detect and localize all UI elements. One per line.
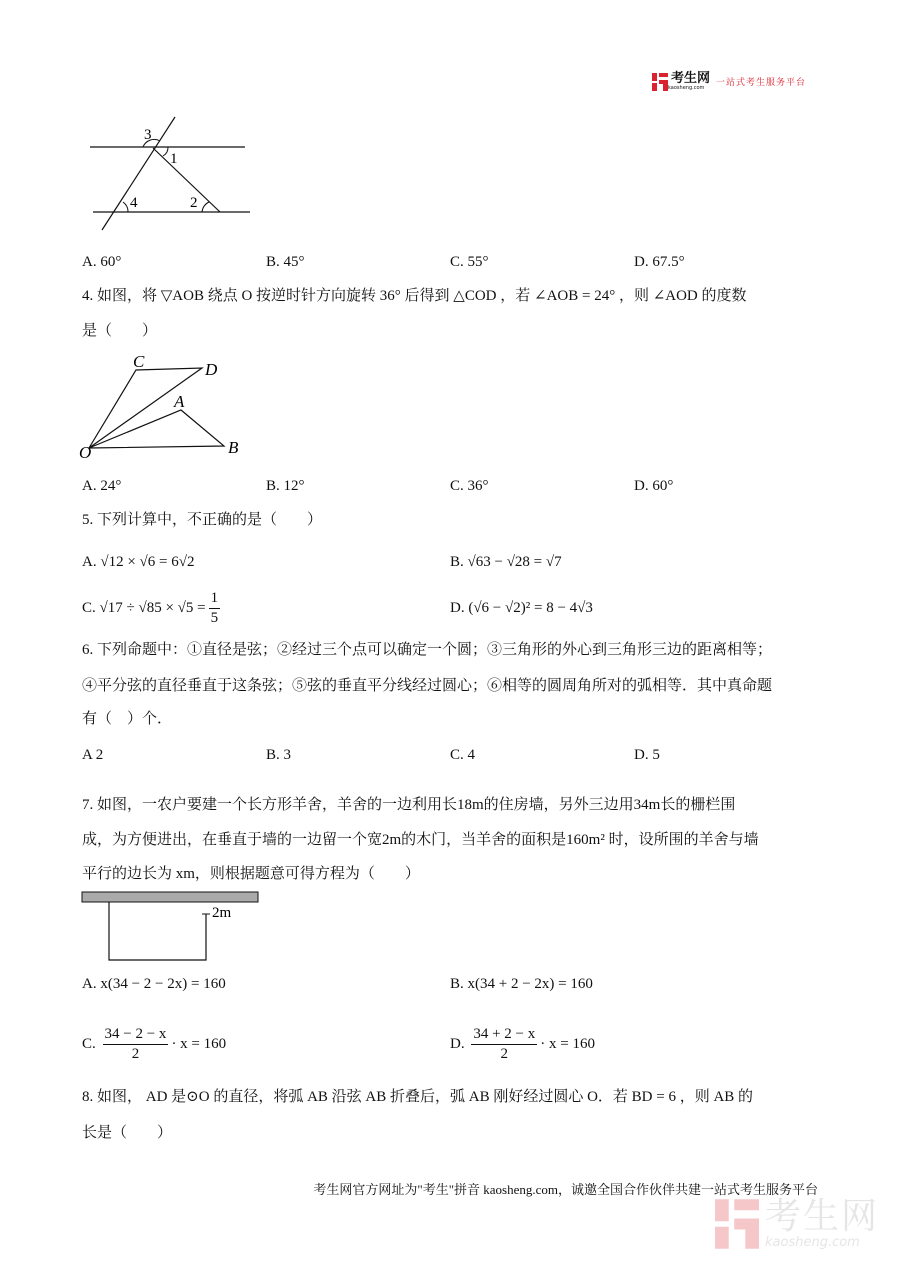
point-label-d: D	[205, 360, 218, 379]
q8-stem-line1: 8. 如图， AD 是⊙O 的直径，将弧 AB 沿弦 AB 折叠后，弧 AB 刚好经过圆心 O．若 BD = 6 ，则 AB 的	[82, 1089, 754, 1105]
q5-option-b: B. √63 − √28 = √7	[450, 554, 562, 570]
point-label-a: A	[174, 392, 185, 411]
q3-option-c: C. 55°	[450, 254, 489, 270]
logo-slogan: 一站式考生服务平台	[716, 78, 807, 88]
point-label-c: C	[133, 352, 145, 371]
q7-option-c	[82, 1024, 226, 1064]
angle-label-4: 4	[130, 195, 138, 211]
watermark-name: 考生网	[765, 1196, 880, 1237]
point-label-o: O	[79, 443, 92, 462]
q8-stem-line2: 长是（ ）	[82, 1125, 173, 1141]
denominator: 2	[131, 1046, 140, 1063]
footer-text: 考生网官方网址为"考生"拼音 kaosheng.com，诚邀全国合作伙伴共建一站式考生服务平台	[313, 1182, 818, 1197]
q5-option-a: A. √12 × √6 = 6√2	[82, 554, 195, 570]
q6-stem-line1: 6. 下列命题中：①直径是弦；②经过三个点可以确定一个圆；③三角形的外心到三角形三边的距离相等；	[82, 642, 773, 658]
numerator: 34 − 2 − x	[103, 1025, 169, 1045]
q3-option-a: A. 60°	[82, 254, 122, 270]
q3-parallel-lines-figure	[85, 112, 265, 237]
q7-stem-line1: 7. 如图，一农户要建一个长方形羊舍，羊舍的一边利用长18m的住房墙，另外三边用34m长的栅栏围	[82, 797, 736, 813]
angle-label-1: 1	[170, 151, 178, 167]
denominator: 5	[210, 610, 219, 627]
option-letter: C.	[82, 1036, 96, 1052]
q5-option-c	[82, 588, 223, 628]
watermark-logo-icon	[715, 1199, 759, 1249]
q4-option-a: A. 24°	[82, 478, 122, 494]
q4-stem-line2: 是（ ）	[82, 323, 158, 339]
q7-stem-line3: 平行的边长为 xm，则根据题意可得方程为（ ）	[82, 866, 420, 882]
fraction	[209, 589, 221, 628]
logo-domain: kaosheng.com	[668, 85, 705, 91]
q5-option-c-expression: C. √17 ÷ √85 × √5 =	[82, 600, 206, 616]
q6-stem-line2: ④平分弦的直径垂直于这条弦；⑤弦的垂直平分线经过圆心；⑥相等的圆周角所对的弧相等．其中真命题	[82, 678, 773, 694]
logo-mark-icon	[652, 73, 668, 91]
q7-option-b: B. x(34 + 2 − 2x) = 160	[450, 976, 593, 992]
q3-option-b: B. 45°	[266, 254, 305, 270]
denominator: 2	[500, 1046, 509, 1063]
option-letter: D.	[450, 1036, 465, 1052]
point-label-b: B	[228, 438, 239, 457]
q6-stem-line3: 有（ ）个．	[82, 711, 173, 727]
fraction	[471, 1025, 537, 1064]
q4-option-c: C. 36°	[450, 478, 489, 494]
q6-option-d: D. 5	[634, 747, 660, 763]
q5-stem: 5. 下列计算中，不正确的是（ ）	[82, 512, 323, 528]
q7-stem-line2: 成，为方便进出，在垂直于墙的一边留一个宽2m的木门，当羊舍的面积是160m² 时，设所围的羊舍与墙	[82, 832, 759, 848]
site-logo	[652, 72, 806, 91]
q6-option-b: B. 3	[266, 747, 292, 763]
q4-option-b: B. 12°	[266, 478, 305, 494]
logo-name: 考生网	[671, 71, 711, 86]
q6-option-a: A 2	[82, 747, 104, 763]
angle-label-2: 2	[190, 195, 198, 211]
q7-option-d	[450, 1024, 595, 1064]
door-width-label: 2m	[212, 905, 232, 921]
numerator: 34 + 2 − x	[471, 1025, 537, 1045]
q4-rotation-figure	[78, 350, 258, 462]
numerator: 1	[209, 589, 221, 609]
q6-option-c: C. 4	[450, 747, 476, 763]
watermark	[715, 1198, 879, 1249]
q5-option-d: D. (√6 − √2)² = 8 − 4√3	[450, 600, 593, 616]
q3-option-d: D. 67.5°	[634, 254, 685, 270]
fraction	[103, 1025, 169, 1064]
q4-option-d: D. 60°	[634, 478, 674, 494]
expression-tail: · x = 160	[171, 1036, 227, 1052]
watermark-domain: kaosheng.com	[765, 1235, 860, 1250]
q7-sheepfold-figure	[80, 890, 270, 965]
angle-label-3: 3	[144, 127, 152, 143]
expression-tail: · x = 160	[540, 1036, 595, 1052]
q4-stem-line1: 4. 如图，将 ▽AOB 绕点 O 按逆时针方向旋转 36° 后得到 △COD ，若 ∠AOB = 24° ，则 ∠AOD 的度数	[82, 288, 747, 304]
q7-option-a: A. x(34 − 2 − 2x) = 160	[82, 976, 226, 992]
